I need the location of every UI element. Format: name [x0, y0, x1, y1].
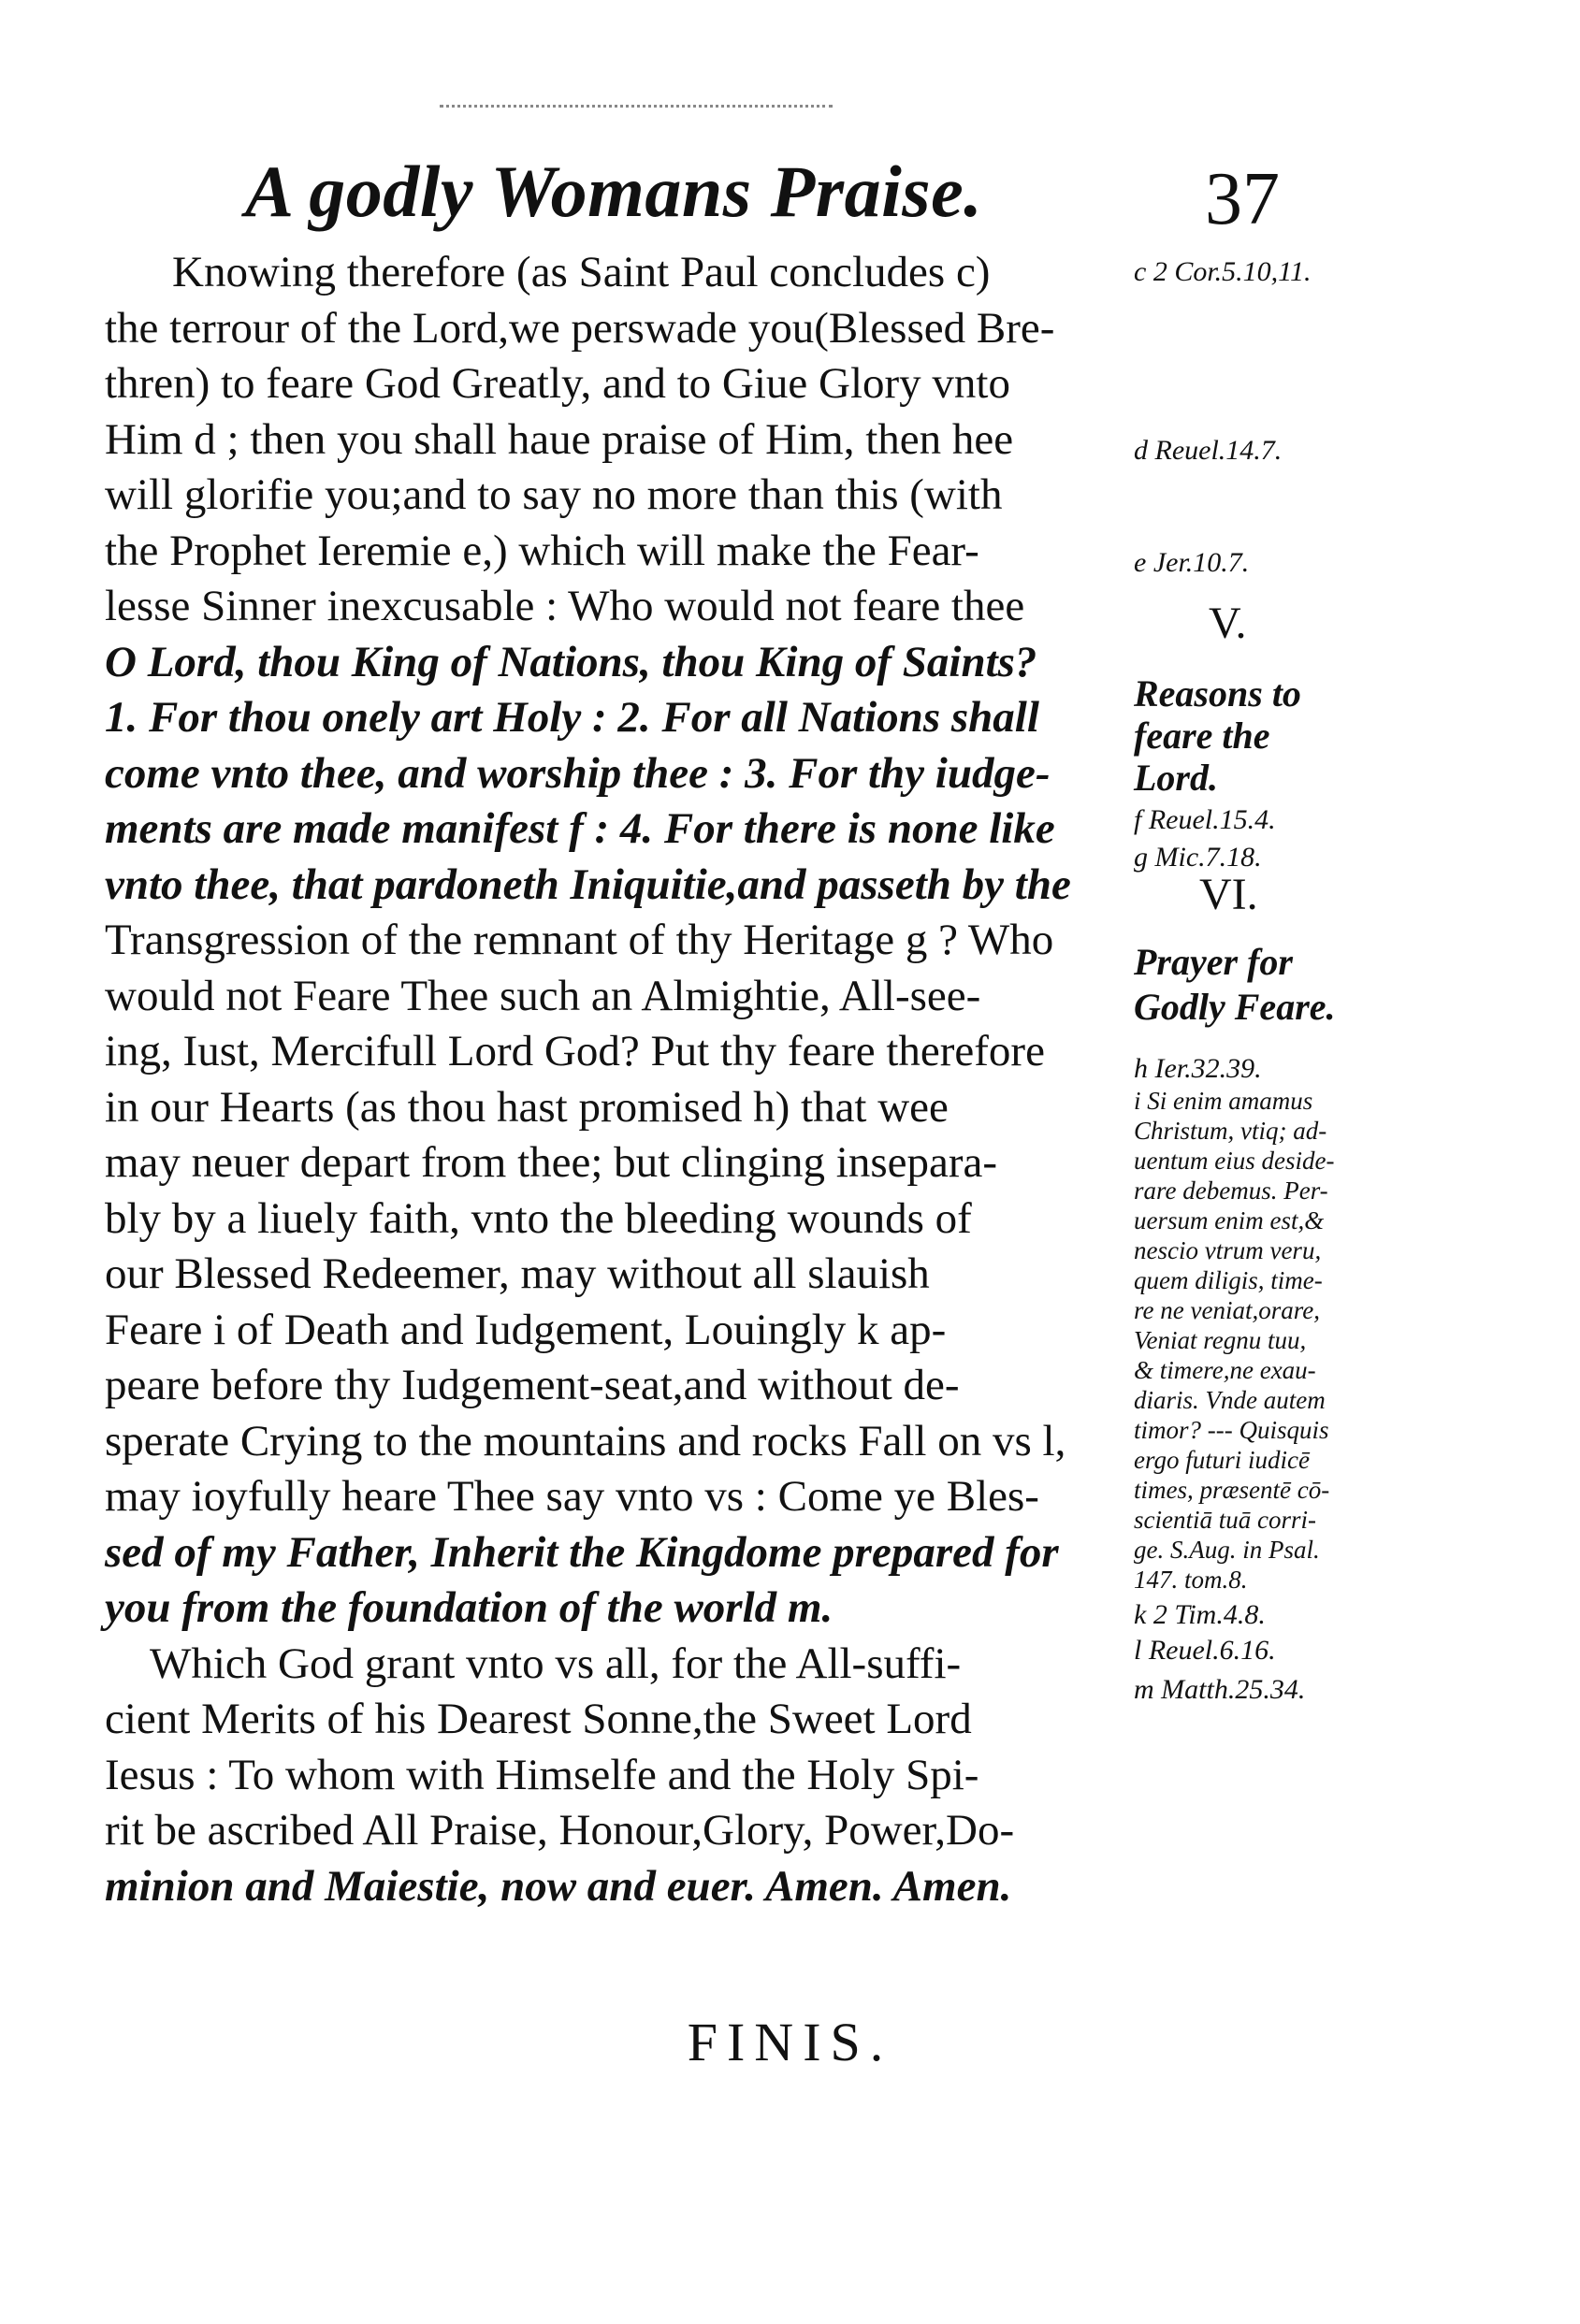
- margin-note: Veniat regnu tuu,: [1134, 1326, 1307, 1354]
- body-line: the Prophet Ieremie e,) which will make the Fear-: [105, 526, 979, 575]
- margin-heading: Lord.: [1134, 757, 1218, 799]
- margin-note: timor? --- Quisquis: [1134, 1416, 1329, 1444]
- margin-note: 147. tom.8.: [1134, 1566, 1248, 1594]
- body-line: cient Merits of his Dearest Sonne,the Sweet Lord: [105, 1695, 972, 1743]
- page-number: 37: [1205, 158, 1280, 240]
- body-line: will glorifie you;and to say no more than this (with: [105, 470, 1003, 519]
- margin-heading: Godly Feare.: [1134, 986, 1336, 1028]
- body-line: sperate Crying to the mountains and rocks Fall on vs l,: [105, 1416, 1066, 1465]
- body-line: the terrour of the Lord,we perswade you(Blessed Bre-: [105, 303, 1055, 353]
- margin-note: rare debemus. Per-: [1134, 1176, 1328, 1205]
- margin-note: re ne veniat,orare,: [1134, 1296, 1320, 1324]
- body-line: you from the foundation of the world m.: [105, 1583, 833, 1632]
- margin-note: times, præsentē cō-: [1134, 1476, 1330, 1504]
- margin-note: i Si enim amamus: [1134, 1087, 1313, 1115]
- body-line: Knowing therefore (as Saint Paul concludes c): [172, 248, 991, 296]
- margin-note: quem diligis, time-: [1134, 1266, 1323, 1294]
- margin-heading: feare the: [1134, 715, 1270, 757]
- running-title: A godly Womans Praise.: [245, 151, 983, 232]
- body-line: would not Feare Thee such an Almightie, All-see-: [105, 971, 981, 1020]
- margin-note: ge. S.Aug. in Psal.: [1134, 1536, 1320, 1564]
- margin-note: scientiā tuā corri-: [1134, 1506, 1316, 1534]
- section-numeral: VI.: [1199, 870, 1258, 919]
- margin-note: diaris. Vnde autem: [1134, 1386, 1326, 1414]
- body-line: rit be ascribed All Praise, Honour,Glory, Power,Do-: [105, 1806, 1015, 1855]
- margin-note: d Reuel.14.7.: [1134, 435, 1283, 466]
- body-line: Which God grant vnto vs all, for the All-suffi-: [150, 1638, 962, 1688]
- margin-note: uersum enim est,&: [1134, 1206, 1325, 1234]
- margin-note: m Matth.25.34.: [1134, 1674, 1306, 1705]
- margin-note: e Jer.10.7.: [1134, 547, 1250, 578]
- margin-note: k 2 Tim.4.8.: [1134, 1599, 1266, 1630]
- body-line: ing, Iust, Mercifull Lord God? Put thy feare therefore: [105, 1027, 1045, 1075]
- margin-note: Christum, vtiq; ad-: [1134, 1117, 1327, 1145]
- margin-note: & timere,ne exau-: [1134, 1356, 1316, 1384]
- finis: FINIS.: [687, 2012, 893, 2072]
- body-line: O Lord, thou King of Nations, thou King of Saints?: [105, 637, 1037, 686]
- body-line: vnto thee, that pardoneth Iniquitie,and passeth by the: [105, 859, 1071, 909]
- body-line: minion and Maiestie, now and euer. Amen. Amen.: [105, 1861, 1012, 1911]
- body-line: 1. For thou onely art Holy : 2. For all Nations shall: [105, 693, 1039, 742]
- body-line: Feare i of Death and Iudgement, Louingly k ap-: [105, 1305, 947, 1354]
- body-line: lesse Sinner inexcusable : Who would not feare thee: [105, 582, 1025, 630]
- margin-note: f Reuel.15.4.: [1134, 804, 1276, 835]
- body-line: ments are made manifest f : 4. For there is none like: [105, 804, 1055, 853]
- body-line: Him d ; then you shall haue praise of Him, then hee: [105, 414, 1014, 464]
- margin-note: g Mic.7.18.: [1134, 842, 1262, 873]
- margin-note: c 2 Cor.5.10,11.: [1134, 256, 1312, 287]
- body-line: come vnto thee, and worship thee : 3. For thy iudge-: [105, 748, 1051, 798]
- margin-heading: Prayer for: [1134, 941, 1293, 983]
- body-text: [105, 245, 1124, 1914]
- body-line: may neuer depart from thee; but clinging insepara-: [105, 1138, 997, 1187]
- body-line: may ioyfully heare Thee say vnto vs : Come ye Bles-: [105, 1472, 1039, 1521]
- margin-heading: Reasons to: [1134, 672, 1301, 715]
- body-line: Iesus : To whom with Himselfe and the Holy Spi-: [105, 1750, 979, 1799]
- margin-note: nescio vtrum veru,: [1134, 1236, 1322, 1264]
- body-line: our Blessed Redeemer, may without all slauish: [105, 1249, 930, 1298]
- margin-note: ergo futuri iudicē: [1134, 1446, 1310, 1474]
- margin-note: h Ier.32.39.: [1134, 1053, 1262, 1084]
- stray-print-marks: [440, 105, 833, 113]
- section-numeral: V.: [1209, 599, 1247, 648]
- body-line: bly by a liuely faith, vnto the bleeding wounds of: [105, 1193, 972, 1243]
- body-line: thren) to feare God Greatly, and to Giue Glory vnto: [105, 359, 1010, 408]
- body-line: sed of my Father, Inherit the Kingdome prepared for: [105, 1527, 1059, 1577]
- margin-note: l Reuel.6.16.: [1134, 1635, 1276, 1666]
- body-line: Transgression of the remnant of thy Heritage g ? Who: [105, 916, 1054, 964]
- body-line: in our Hearts (as thou hast promised h) that wee: [105, 1082, 949, 1132]
- body-line: peare before thy Iudgement-seat,and without de-: [105, 1361, 960, 1409]
- margin-note: uentum eius deside-: [1134, 1147, 1335, 1175]
